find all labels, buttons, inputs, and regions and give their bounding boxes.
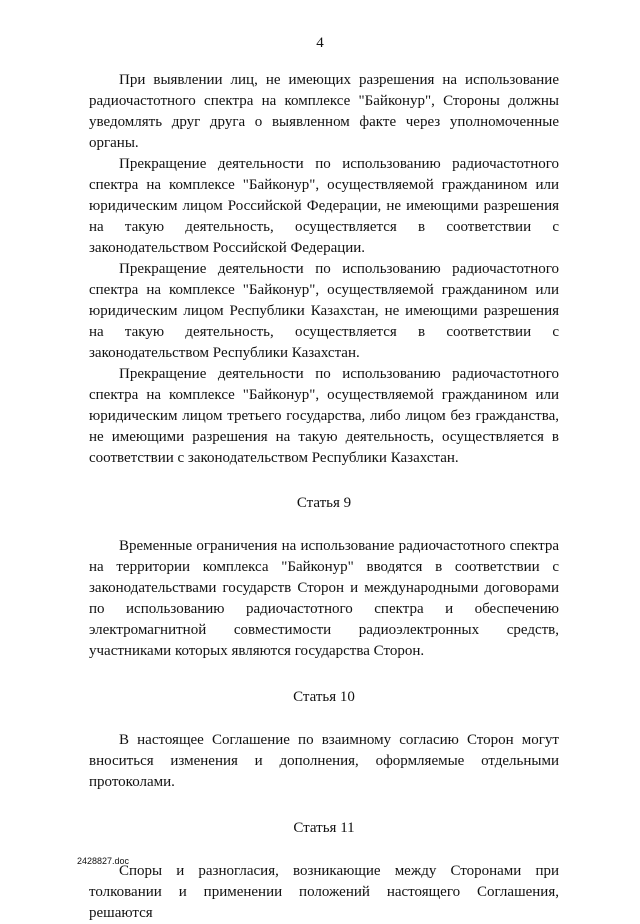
paragraph-kazakhstan-termination: Прекращение деятельности по использованию радиочастотного спектра на комплексе "Байконур", осуществляемой гражданином или юридическим лицом Республики Казахстан, не имеющими разрешения на такую деятельность, осуществляется в соответствии с законодательством Республики Казахстан. [89,261,559,361]
paragraph-russia-termination: Прекращение деятельности по использованию радиочастотного спектра на комплексе "Байконур", осуществляемой гражданином или юридическим лицом Российской Федерации, не имеющими разрешения на такую деятельность, осуществляется в соответствии с законодательством Российской Федерации. [89,156,559,256]
article-9-heading: Статья 9 [296,495,352,511]
article-10-heading: Статья 10 [293,689,355,705]
article-9-text: Временные ограничения на использование радиочастотного спектра на территории комплекса "Байконур" вводятся в соответствии с законодательствами государств Сторон и международными договорами по использованию радиочастотного спектра и обеспечению электромагнитной совместимости радиоэлектронных средств, участниками которых являются государства Сторон. [89,538,559,659]
paragraph-third-state-termination: Прекращение деятельности по использованию радиочастотного спектра на комплексе "Байконур", осуществляемой гражданином или юридическим лицом третьего государства, либо лицом без гражданства, не имеющими разрешения на такую деятельность, осуществляется в соответствии с законодательством Республики Казахстан. [89,366,559,466]
page-number: 4 [316,35,324,51]
document-body [89,70,559,924]
article-11-heading: Статья 11 [293,820,355,836]
paragraph-notification: При выявлении лиц, не имеющих разрешения на использование радиочастотного спектра на комплексе "Байконур", Стороны должны уведомлять друг друга о выявленном факте через уполномоченные органы. [89,72,559,151]
article-10-text: В настоящее Соглашение по взаимному согласию Сторон могут вноситься изменения и дополнения, оформляемые отдельными протоколами. [89,732,559,790]
document-filename-footer: 2428827.doc [77,856,130,866]
article-11-text: Споры и разногласия, возникающие между Сторонами при толковании и применении положений настоящего Соглашения, решаются [89,863,559,921]
